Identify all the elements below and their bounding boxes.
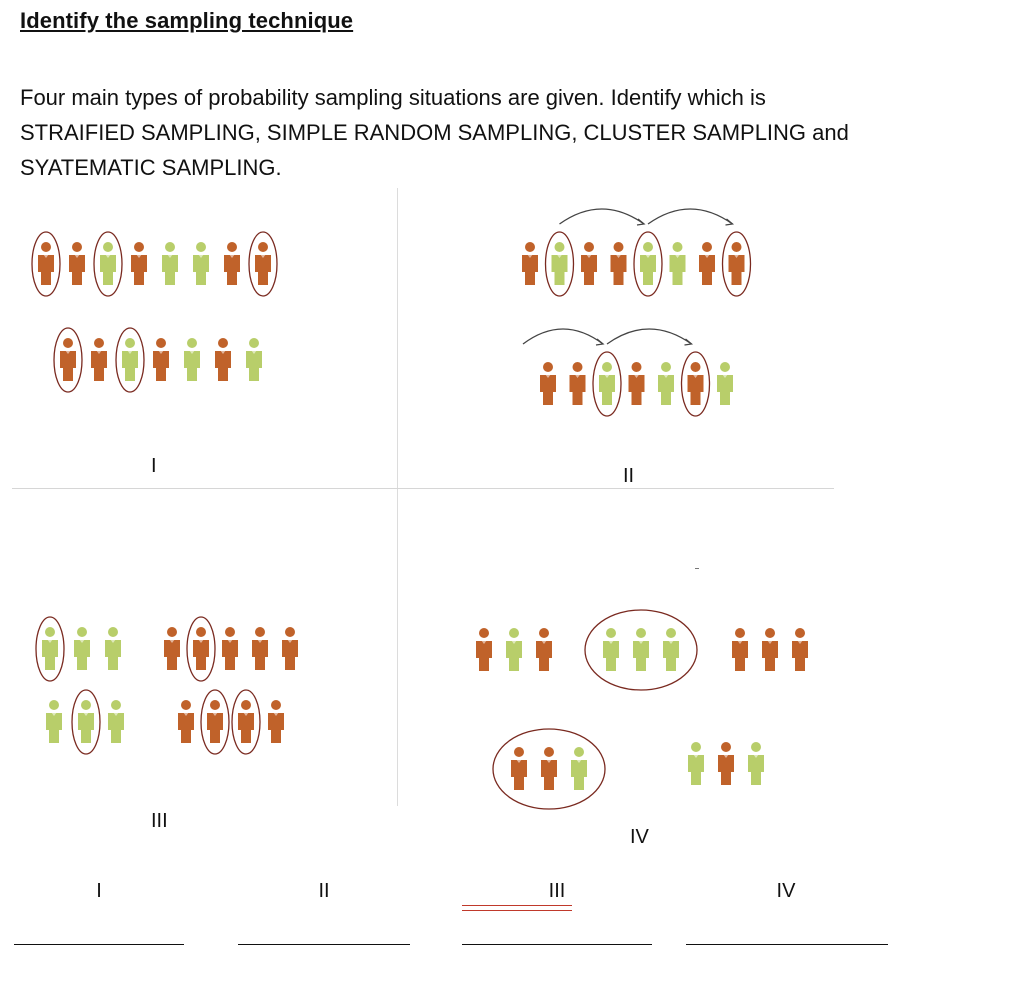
q2-arrow-3 (523, 329, 603, 345)
q2-row1-person-2 (552, 242, 568, 285)
quadrant-i-label: I (151, 455, 157, 477)
q4-cluster5-person-1 (688, 742, 704, 785)
q3-row1-person-4 (164, 627, 180, 670)
q3-row2-person-7 (268, 700, 284, 743)
q2-row1-person-1 (522, 242, 538, 285)
q2-row2-person-5 (658, 362, 674, 405)
q4-cluster2-person-1 (603, 628, 619, 671)
q2-arrow-2 (648, 209, 733, 225)
q1-row1-person-4 (131, 242, 147, 285)
q3-row2-person-2 (78, 700, 94, 743)
instructions-line-2: STRAIFIED SAMPLING, SIMPLE RANDOM SAMPLING, CLUSTER SAMPLING and (20, 120, 849, 145)
answer-iv-blank[interactable] (686, 944, 888, 945)
instructions-line-1: Four main types of probability sampling situations are given. Identify which is (20, 85, 766, 110)
q4-cluster4-person-1 (511, 747, 527, 790)
q4-cluster5-person-3 (748, 742, 764, 785)
q3-row2-person-5 (207, 700, 223, 743)
answer-iv-label: IV (776, 880, 796, 902)
q2-row1-person-7 (699, 242, 715, 285)
answer-iii-blank[interactable] (462, 944, 652, 945)
q1-row2-person-1 (60, 338, 76, 381)
quadrant-iii-label: III (151, 810, 168, 832)
answer-iii-label: III (548, 880, 566, 902)
answer-i-blank[interactable] (14, 944, 184, 945)
answer-i (14, 880, 184, 903)
q4-cluster5-person-2 (718, 742, 734, 785)
quadrant-iv-figures (0, 0, 1, 1)
answer-iii (462, 880, 652, 903)
q4-cluster1-person-3 (536, 628, 552, 671)
q2-row2-person-1 (540, 362, 556, 405)
q2-row1-person-6 (670, 242, 686, 285)
q2-row1-person-8 (729, 242, 745, 285)
q1-row2-person-5 (184, 338, 200, 381)
answer-iv (686, 880, 886, 903)
q4-cluster2-person-3 (663, 628, 679, 671)
q1-row2-person-4 (153, 338, 169, 381)
instructions-line-3: SYATEMATIC SAMPLING. (20, 155, 282, 180)
q3-row1-person-3 (105, 627, 121, 670)
stray-mark (695, 568, 699, 569)
q2-row1-person-3 (581, 242, 597, 285)
q3-row2-person-4 (178, 700, 194, 743)
q3-row1-person-1 (42, 627, 58, 670)
q1-row1-person-8 (255, 242, 271, 285)
q4-cluster3-person-2 (762, 628, 778, 671)
q2-row2-person-7 (717, 362, 733, 405)
q1-row1-person-5 (162, 242, 178, 285)
q1-row2-person-3 (122, 338, 138, 381)
q4-cluster2-person-2 (633, 628, 649, 671)
q2-row1-person-5 (640, 242, 656, 285)
q2-row2-person-4 (629, 362, 645, 405)
q1-row1-person-3 (100, 242, 116, 285)
vertical-divider (397, 188, 398, 806)
q2-row2-person-2 (570, 362, 586, 405)
q4-cluster1-person-2 (506, 628, 522, 671)
q1-row1-person-1 (38, 242, 54, 285)
q3-row2-person-1 (46, 700, 62, 743)
q2-arrow-4 (607, 329, 692, 345)
q2-row2-person-3 (599, 362, 615, 405)
q3-row2-person-6 (238, 700, 254, 743)
q1-row1-person-2 (69, 242, 85, 285)
quadrant-ii-label: II (623, 465, 635, 487)
q4-cluster4-person-3 (571, 747, 587, 790)
instructions (20, 80, 980, 185)
answer-ii-blank[interactable] (238, 944, 410, 945)
answer-iii-underline-mark (462, 905, 572, 911)
answer-ii (238, 880, 410, 903)
q2-row1-person-4 (611, 242, 627, 285)
quadrant-iv-label: IV (630, 826, 649, 848)
q4-cluster4-person-2 (541, 747, 557, 790)
horizontal-divider (12, 488, 834, 489)
answer-i-label: I (96, 880, 102, 902)
q1-row2-person-6 (215, 338, 231, 381)
answer-ii-label: II (318, 880, 330, 902)
q1-row1-person-7 (224, 242, 240, 285)
q1-row2-person-7 (246, 338, 262, 381)
q2-row2-person-6 (688, 362, 704, 405)
page-title: Identify the sampling technique (20, 8, 354, 33)
q3-row1-person-5 (193, 627, 209, 670)
q3-row2-person-3 (108, 700, 124, 743)
q4-cluster3-person-1 (732, 628, 748, 671)
answer-section (0, 880, 1024, 960)
q3-row1-person-2 (74, 627, 90, 670)
q4-cluster3-person-3 (792, 628, 808, 671)
q3-row1-person-7 (252, 627, 268, 670)
q3-row1-person-8 (282, 627, 298, 670)
q1-row1-person-6 (193, 242, 209, 285)
q4-cluster1-person-1 (476, 628, 492, 671)
q1-row2-person-2 (91, 338, 107, 381)
q3-row1-person-6 (222, 627, 238, 670)
q2-arrow-1 (560, 209, 645, 225)
